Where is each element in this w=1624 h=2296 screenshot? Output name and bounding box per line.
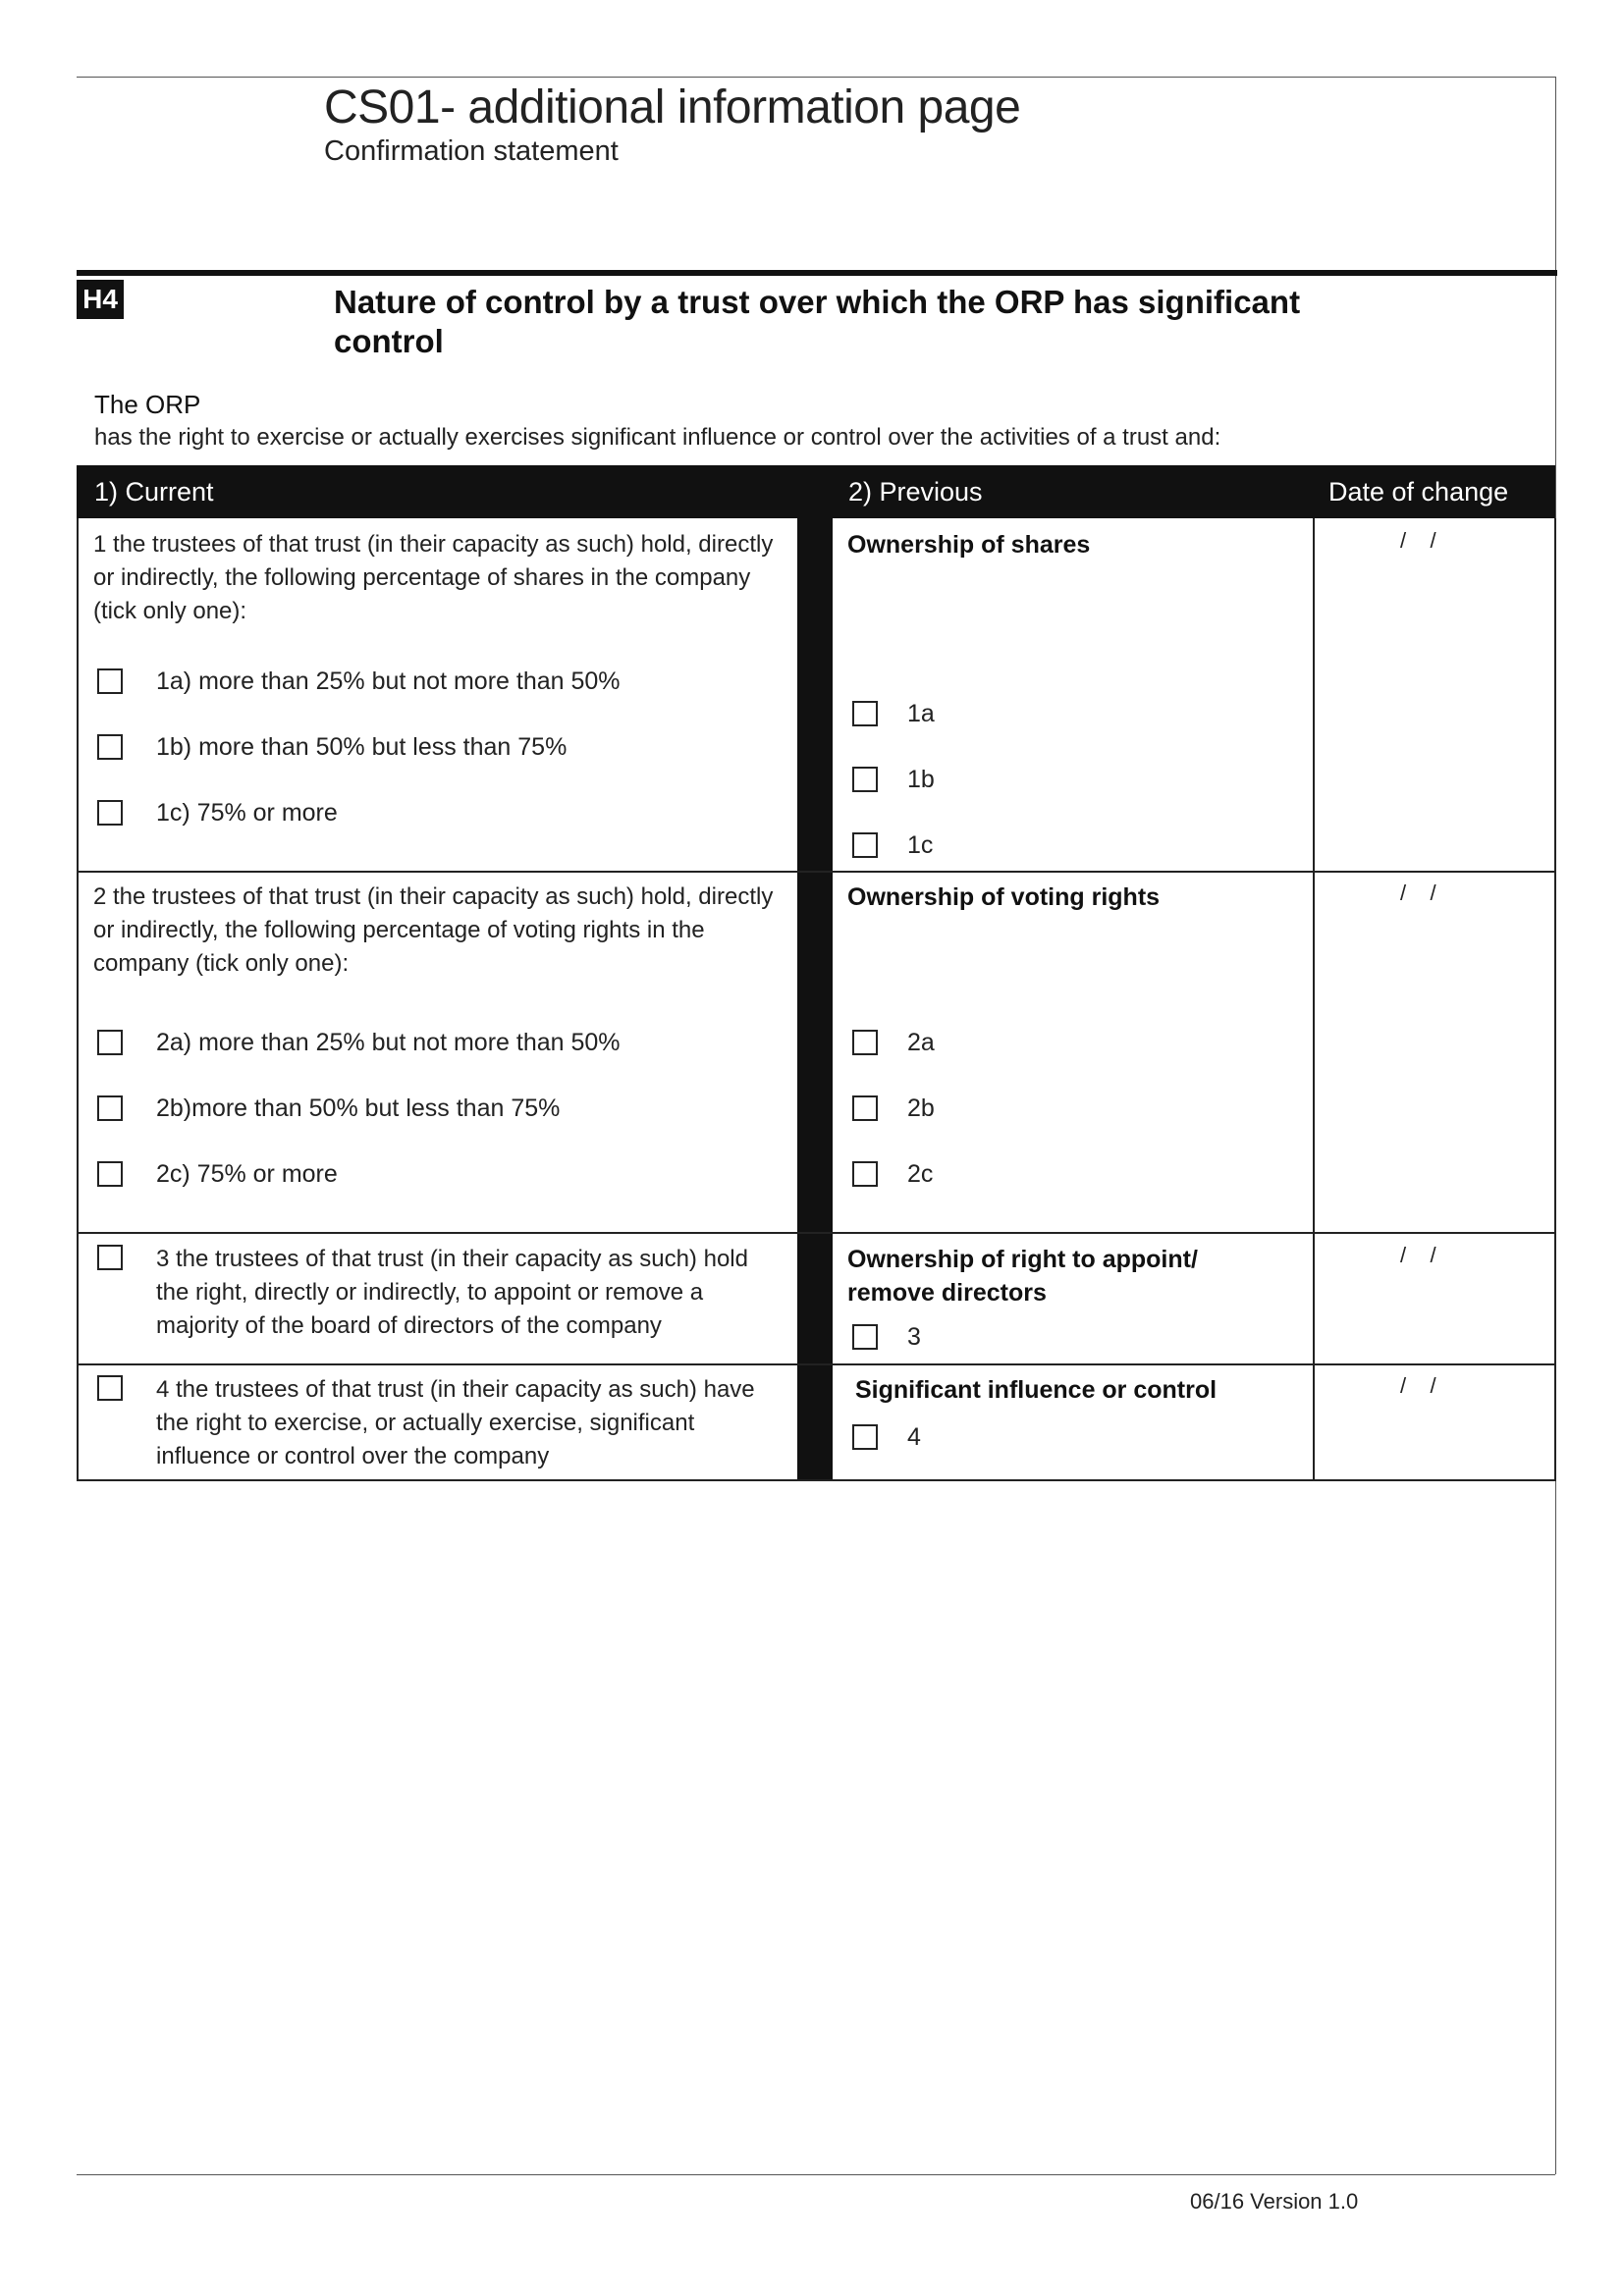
previous-option-2a[interactable]: 2a [852,1026,935,1059]
checkbox[interactable] [852,767,878,792]
option-2b[interactable]: 2b)more than 50% but less than 75% [97,1092,560,1125]
option-1b[interactable]: 1b) more than 50% but less than 75% [97,730,567,764]
header-date-of-change: Date of change [1328,477,1509,507]
orp-description: has the right to exercise or actually exercises significant influence or control over the activities of a trust and: [94,424,1221,451]
date-of-change-field[interactable]: / / [1400,1243,1436,1267]
section-heading: Nature of control by a trust over which the ORP has significant control [334,284,1301,359]
table-right-border [1554,518,1556,1481]
previous-option-1c[interactable]: 1c [852,828,933,862]
table-bottom-border [77,1479,1556,1481]
document-title: CS01- additional information page [324,81,1021,133]
header-current: 1) Current [94,477,214,507]
previous-option-2b[interactable]: 2b [852,1092,935,1125]
row1-previous-heading: Ownership of shares [847,531,1091,559]
row4-previous-heading: Significant influence or control [855,1376,1218,1404]
checkbox-4[interactable] [97,1375,123,1401]
checkbox[interactable] [852,1095,878,1121]
date-column-border [1313,518,1315,1481]
checkbox[interactable] [97,734,123,760]
table-header [77,465,1555,518]
checkbox[interactable] [97,668,123,694]
header-previous: 2) Previous [848,477,983,507]
checkbox[interactable] [97,1161,123,1187]
checkbox[interactable] [852,701,878,726]
date-of-change-field[interactable]: / / [1400,881,1436,905]
table-left-border [77,518,79,1481]
option-1a[interactable]: 1a) more than 25% but not more than 50% [97,665,621,698]
checkbox[interactable] [852,1424,878,1450]
row2-previous-heading: Ownership of voting rights [847,883,1161,911]
previous-option-1a[interactable]: 1a [852,697,935,730]
row-divider [77,1363,1556,1365]
orp-label: The ORP [94,390,201,419]
row1-current-text: 1 the trustees of that trust (in their capacity as such) hold, directly or indirectly, the following percentage of shares in the company (tick only one): [93,531,774,624]
row-divider [77,871,1556,873]
row3-current-text: 3 the trustees of that trust (in their capacity as such) hold the right, directly or indirectly, to appoint or remove a majority of the board of directors of the company [156,1246,748,1339]
section-badge: H4 [77,280,124,319]
row-divider [77,1232,1556,1234]
page-frame-top [77,77,1555,78]
checkbox[interactable] [852,1324,878,1350]
option-2a[interactable]: 2a) more than 25% but not more than 50% [97,1026,621,1059]
checkbox[interactable] [97,1095,123,1121]
previous-option-3[interactable]: 3 [852,1320,921,1354]
checkbox-3[interactable] [97,1245,123,1270]
previous-option-2c[interactable]: 2c [852,1157,933,1191]
column-divider [797,518,833,1481]
document-subtitle: Confirmation statement [324,135,619,167]
option-1c[interactable]: 1c) 75% or more [97,796,338,829]
checkbox[interactable] [852,1030,878,1055]
checkbox[interactable] [852,1161,878,1187]
section-rule [77,270,1557,276]
checkbox[interactable] [97,800,123,826]
checkbox[interactable] [852,832,878,858]
checkbox[interactable] [97,1030,123,1055]
row4-current-text: 4 the trustees of that trust (in their capacity as such) have the right to exercise, or actually exercise, significant influence or control over the company [156,1376,755,1469]
page-frame-bottom [77,2174,1555,2175]
previous-option-4[interactable]: 4 [852,1420,921,1454]
version-footer: 06/16 Version 1.0 [1190,2189,1359,2214]
row2-current-text: 2 the trustees of that trust (in their capacity as such) hold, directly or indirectly, the following percentage of voting rights in the company (tick only one): [93,883,774,977]
row3-previous-heading: Ownership of right to appoint/ remove directors [847,1246,1198,1307]
date-of-change-field[interactable]: / / [1400,1373,1436,1398]
previous-option-1b[interactable]: 1b [852,763,935,796]
date-of-change-field[interactable]: / / [1400,528,1436,553]
option-2c[interactable]: 2c) 75% or more [97,1157,338,1191]
